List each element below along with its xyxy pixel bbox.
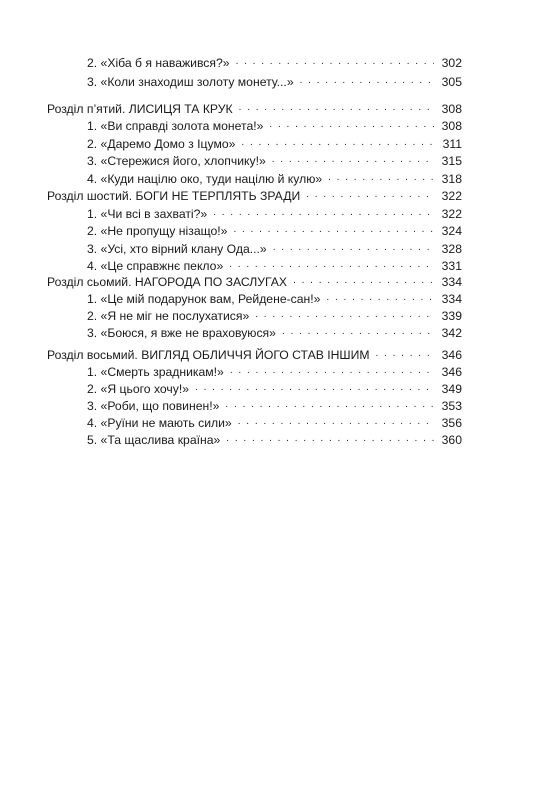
toc-entry <box>87 288 462 306</box>
leader-dots <box>230 365 434 377</box>
leader-dots <box>229 259 434 271</box>
toc-entry-title: 2. «Я не міг не послухатися» <box>87 309 250 323</box>
toc-entry <box>87 52 462 70</box>
toc-entry <box>87 395 462 413</box>
leader-dots <box>225 399 434 411</box>
leader-dots <box>213 207 434 219</box>
toc-entry-page: 305 <box>441 75 462 89</box>
toc-chapter-page: 334 <box>441 275 462 289</box>
toc-chapter-title: Розділ п’ятий. ЛИСИЦЯ ТА КРУК <box>47 102 233 116</box>
leader-dots <box>233 224 434 236</box>
toc-entry-title: 1. «Ви справді золота монета!» <box>87 119 264 133</box>
toc-chapter-page: 346 <box>441 348 462 362</box>
leader-dots <box>328 172 434 184</box>
toc-entry <box>87 71 462 89</box>
toc-entry-title: 1. «Чи всі в захваті?» <box>87 207 208 221</box>
toc-chapter <box>47 185 462 203</box>
toc-entry-page: 349 <box>441 382 462 396</box>
toc-entry-page: 331 <box>441 259 462 273</box>
toc-entry-title: 2. «Я цього хочу!» <box>87 382 190 396</box>
toc-entry <box>87 412 462 430</box>
toc-entry-page: 315 <box>441 154 462 168</box>
toc-entry-page: 353 <box>441 399 462 413</box>
toc-entry-page: 318 <box>441 172 462 186</box>
toc-entry-title: 3. «Коли знаходиш золоту монету...» <box>87 75 294 89</box>
leader-dots <box>306 189 434 201</box>
toc-entry-page: 339 <box>441 309 462 323</box>
leader-dots <box>236 56 434 68</box>
toc-entry-title: 1. «Це мій подарунок вам, Рейдене-сан!» <box>87 292 321 306</box>
toc-entry <box>87 238 462 256</box>
toc-entry <box>87 322 462 340</box>
toc-entry-title: 1. «Смерть зрадникам!» <box>87 365 224 379</box>
toc-entry-title: 3. «Усі, хто вірний клану Ода...» <box>87 242 267 256</box>
leader-dots <box>293 275 434 287</box>
toc-entry-title: 5. «Та щаслива країна» <box>87 433 221 447</box>
toc-entry-title: 2. «Не пропущу нізащо!» <box>87 224 228 238</box>
toc-chapter-page: 308 <box>441 102 462 116</box>
leader-dots <box>241 137 434 149</box>
toc-chapter <box>47 271 462 289</box>
leader-dots <box>282 326 434 338</box>
toc-entry <box>87 133 462 151</box>
toc-entry <box>87 429 462 447</box>
leader-dots <box>195 382 434 394</box>
toc-entry-page: 346 <box>441 365 462 379</box>
toc-entry-title: 4. «Куди націлю око, туди націлю й кулю» <box>87 172 323 186</box>
leader-dots <box>269 119 434 131</box>
toc-entry-title: 4. «Це справжнє пекло» <box>87 259 224 273</box>
toc-entry-page: 302 <box>441 56 462 70</box>
toc-chapter-title: Розділ сьомий. НАГОРОДА ПО ЗАСЛУГАХ <box>47 275 288 289</box>
leader-dots <box>272 154 434 166</box>
toc-entry-page: 342 <box>441 326 462 340</box>
toc-chapter-title: Розділ восьмий. ВИГЛЯД ОБЛИЧЧЯ ЙОГО СТАВ ІНШИМ <box>47 348 370 362</box>
toc-entry-title: 2. «Хіба б я наважився?» <box>87 56 230 70</box>
toc-entry-title: 2. «Даремо Домо з Іцумо» <box>87 137 236 151</box>
leader-dots <box>255 309 434 321</box>
toc-entry-title: 3. «Боюся, я вже не враховуюся» <box>87 326 276 340</box>
toc-entry-title: 3. «Роби, що повинен!» <box>87 399 220 413</box>
leader-dots <box>273 242 434 254</box>
toc-chapter-title: Розділ шостий. БОГИ НЕ ТЕРПЛЯТЬ ЗРАДИ <box>47 189 301 203</box>
toc-entry <box>87 150 462 168</box>
toc-entry <box>87 220 462 238</box>
leader-dots <box>375 348 434 360</box>
toc-entry-title: 3. «Стережися його, хлопчику!» <box>87 154 266 168</box>
toc-entry-page: 311 <box>442 137 462 151</box>
toc-entry-page: 322 <box>441 207 462 221</box>
leader-dots <box>226 433 434 445</box>
toc-entry-page: 356 <box>441 416 462 430</box>
leader-dots <box>326 292 434 304</box>
toc-chapter <box>47 344 462 362</box>
toc-chapter <box>47 98 462 116</box>
toc-entry <box>87 168 462 186</box>
toc-entry-title: 4. «Руїни не мають сили» <box>87 416 232 430</box>
toc-chapter-page: 322 <box>441 189 462 203</box>
toc-entry-page: 308 <box>441 119 462 133</box>
toc-entry-page: 328 <box>441 242 462 256</box>
leader-dots <box>238 416 434 428</box>
toc-entry-page: 334 <box>441 292 462 306</box>
toc-entry-page: 360 <box>441 433 462 447</box>
toc-entry <box>87 203 462 221</box>
toc-entry <box>87 361 462 379</box>
leader-dots <box>239 102 434 114</box>
toc-entry <box>87 115 462 133</box>
leader-dots <box>300 75 434 87</box>
toc-entry <box>87 305 462 323</box>
toc-entry <box>87 378 462 396</box>
toc-entry-page: 324 <box>441 224 462 238</box>
